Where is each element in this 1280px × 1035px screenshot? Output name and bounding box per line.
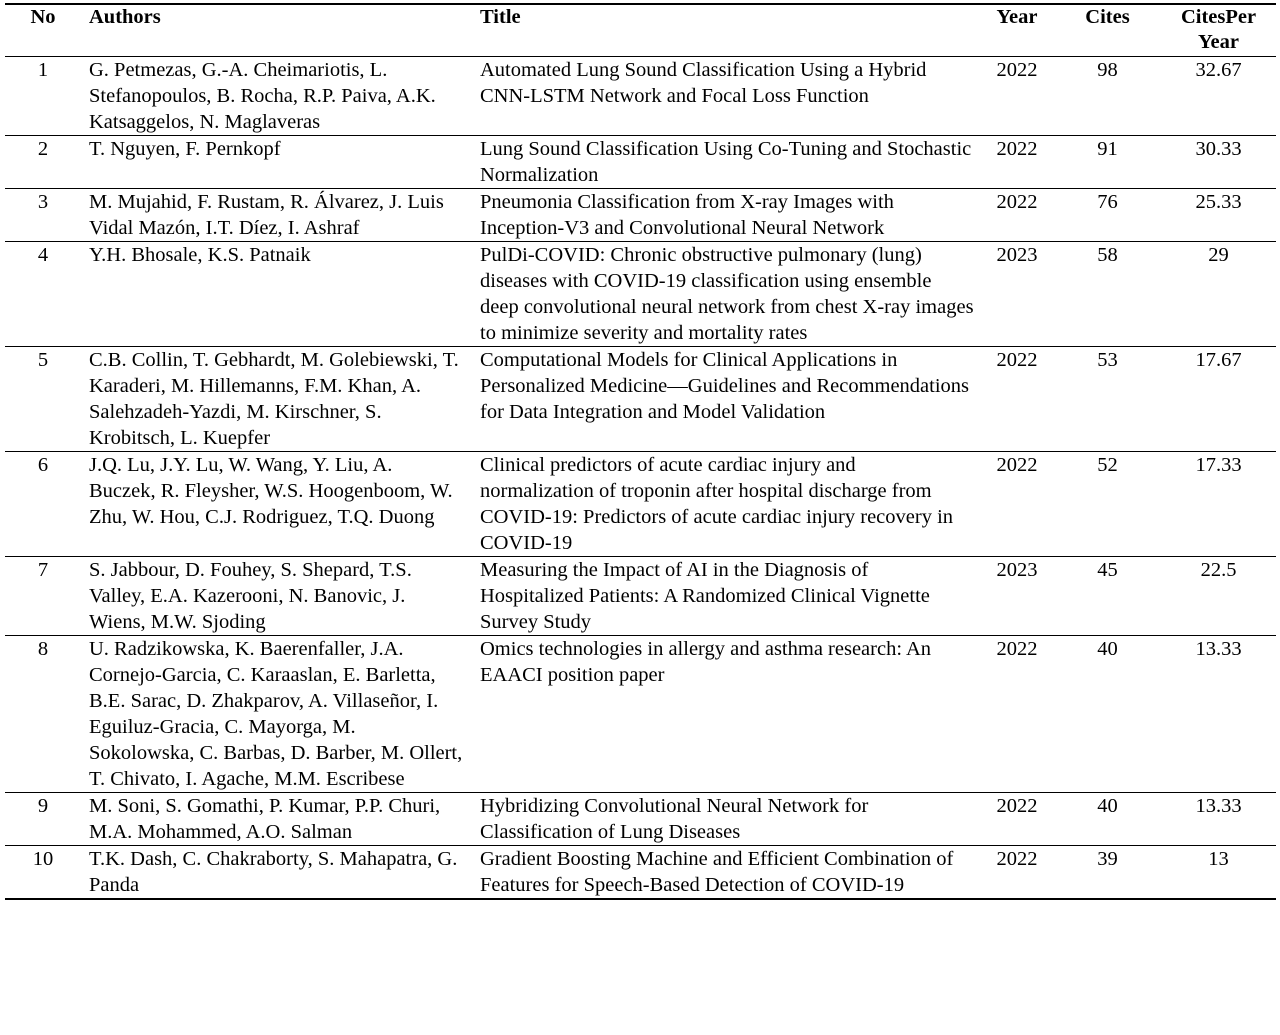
table-row	[5, 347, 1276, 452]
cell-cites-per-year: 13	[1208, 848, 1229, 870]
cell-no: 3	[37, 191, 49, 213]
table-row	[5, 57, 1276, 136]
cell-cites-per-year: 13.33	[1195, 638, 1242, 660]
cell-cites-per-year: 17.33	[1195, 454, 1242, 476]
table-row	[5, 452, 1276, 557]
table-row	[5, 557, 1276, 636]
cell-cites-per-year: 25.33	[1195, 191, 1242, 213]
cell-year: 2022	[996, 59, 1038, 81]
header-cites: Cites	[1085, 6, 1130, 28]
table-row	[5, 242, 1276, 347]
cell-year: 2022	[996, 848, 1038, 870]
cell-title: Automated Lung Sound Classification Using a Hybrid CNN-LSTM Network and Focal Loss Function	[480, 59, 927, 107]
cell-no: 10	[32, 848, 54, 870]
cell-cites: 40	[1097, 795, 1118, 817]
header-row	[5, 4, 1276, 57]
cell-year: 2023	[996, 244, 1038, 266]
cell-authors: M. Soni, S. Gomathi, P. Kumar, P.P. Churi, M.A. Mohammed, A.O. Salman	[89, 795, 441, 843]
cell-cites: 98	[1097, 59, 1118, 81]
table-row	[5, 846, 1276, 900]
cell-cites: 45	[1097, 559, 1118, 581]
cell-year: 2022	[996, 191, 1038, 213]
cell-year: 2023	[996, 559, 1038, 581]
cell-year: 2022	[996, 138, 1038, 160]
table-header	[5, 4, 1276, 57]
cell-year: 2022	[996, 795, 1038, 817]
citations-table	[5, 3, 1276, 900]
cell-title: Omics technologies in allergy and asthma research: An EAACI position paper	[480, 638, 932, 686]
cell-cites-per-year: 30.33	[1195, 138, 1242, 160]
cell-authors: U. Radzikowska, K. Baerenfaller, J.A. Cornejo-Garcia, C. Karaaslan, E. Barletta, B.E. Sarac, D. Zhakparov, A. Villaseñor, I. Eguiluz-Gracia, C. Mayorga, M. Sokolowska, C. Barbas, D. Barber, M. Ollert, T. Chivato, I. Agache, M.M. Escribese	[89, 638, 463, 790]
cell-no: 5	[37, 349, 49, 371]
cell-no: 1	[37, 59, 49, 81]
cell-title: Lung Sound Classification Using Co-Tuning and Stochastic Normalization	[480, 138, 972, 186]
cell-title: Clinical predictors of acute cardiac injury and normalization of troponin after hospital discharge from COVID-19: Predictors of acute cardiac injury recovery in COVID-19	[480, 454, 954, 554]
cell-cites-per-year: 17.67	[1195, 349, 1242, 371]
cell-title: Gradient Boosting Machine and Efficient Combination of Features for Speech-Based Detection of COVID-19	[480, 848, 954, 896]
header-no: No	[30, 6, 56, 28]
cell-authors: J.Q. Lu, J.Y. Lu, W. Wang, Y. Liu, A. Buczek, R. Fleysher, W.S. Hoogenboom, W. Zhu, W. Hou, C.J. Rodriguez, T.Q. Duong	[89, 454, 453, 528]
cell-cites: 53	[1097, 349, 1118, 371]
cell-authors: S. Jabbour, D. Fouhey, S. Shepard, T.S. Valley, E.A. Kazerooni, N. Banovic, J. Wiens, M.W. Sjoding	[89, 559, 412, 633]
cell-authors: C.B. Collin, T. Gebhardt, M. Golebiewski, T. Karaderi, M. Hillemanns, F.M. Khan, A. Salehzadeh-Yazdi, M. Kirschner, S. Krobitsch, L. Kuepfer	[89, 349, 459, 449]
cell-title: Computational Models for Clinical Applications in Personalized Medicine—Guidelines and Recommendations for Data Integration and Model Validation	[480, 349, 970, 423]
cell-title: Hybridizing Convolutional Neural Network for Classification of Lung Diseases	[480, 795, 869, 843]
table-row	[5, 636, 1276, 793]
cell-cites-per-year: 13.33	[1195, 795, 1242, 817]
cell-authors: T.K. Dash, C. Chakraborty, S. Mahapatra, G. Panda	[89, 848, 458, 896]
table-row	[5, 189, 1276, 242]
cell-no: 4	[37, 244, 49, 266]
cell-title: Pneumonia Classification from X-ray Images with Inception-V3 and Convolutional Neural Network	[480, 191, 894, 239]
cell-cites: 91	[1097, 138, 1118, 160]
header-title: Title	[480, 6, 521, 28]
cell-cites-per-year: 32.67	[1195, 59, 1242, 81]
cell-cites-per-year: 22.5	[1200, 559, 1237, 581]
cell-authors: G. Petmezas, G.-A. Cheimariotis, L. Stefanopoulos, B. Rocha, R.P. Paiva, A.K. Katsaggelos, N. Maglaveras	[89, 59, 436, 133]
cell-cites: 39	[1097, 848, 1118, 870]
cell-no: 2	[37, 138, 49, 160]
cell-no: 8	[37, 638, 49, 660]
cell-year: 2022	[996, 454, 1038, 476]
header-year: Year	[996, 6, 1038, 28]
cell-title: PulDi-COVID: Chronic obstructive pulmonary (lung) diseases with COVID-19 classification using ensemble deep convolutional neural network from chest X-ray images to minimize severity and mortality rates	[480, 244, 974, 344]
cell-no: 6	[37, 454, 49, 476]
cell-cites: 52	[1097, 454, 1118, 476]
cell-cites: 76	[1097, 191, 1118, 213]
table-row	[5, 136, 1276, 189]
header-authors: Authors	[89, 6, 161, 28]
cell-authors: T. Nguyen, F. Pernkopf	[89, 138, 281, 160]
cell-cites-per-year: 29	[1208, 244, 1229, 266]
cell-title: Measuring the Impact of AI in the Diagnosis of Hospitalized Patients: A Randomized Clinical Vignette Survey Study	[480, 559, 930, 633]
table-body	[5, 57, 1276, 900]
cell-cites: 58	[1097, 244, 1118, 266]
cell-authors: Y.H. Bhosale, K.S. Patnaik	[89, 244, 311, 266]
cell-cites: 40	[1097, 638, 1118, 660]
header-cites-per-year: CitesPer Year	[1180, 6, 1257, 53]
cell-year: 2022	[996, 349, 1038, 371]
cell-no: 9	[37, 795, 49, 817]
table-row	[5, 793, 1276, 846]
cell-authors: M. Mujahid, F. Rustam, R. Álvarez, J. Luis Vidal Mazón, I.T. Díez, I. Ashraf	[89, 191, 444, 239]
cell-no: 7	[37, 559, 49, 581]
cell-year: 2022	[996, 638, 1038, 660]
